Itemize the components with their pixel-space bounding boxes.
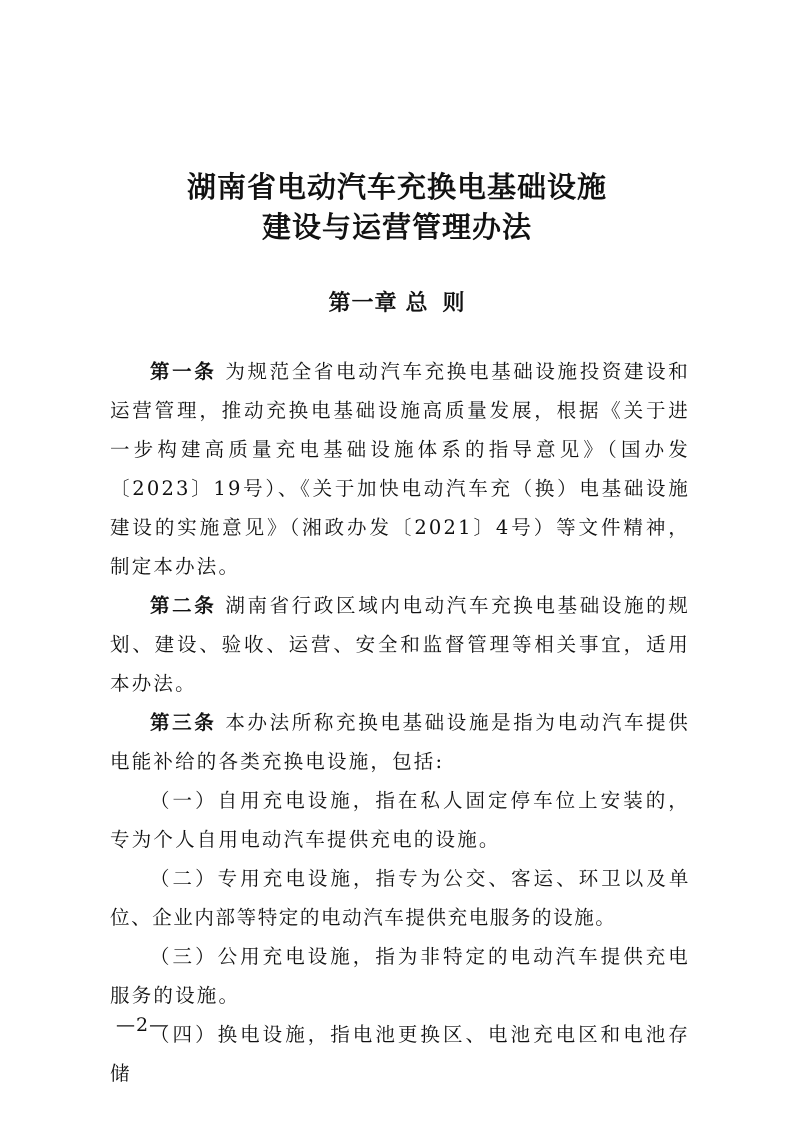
chapter-number: 第一章: [328, 290, 398, 316]
list-item: （一）自用充电设施，指在私人固定停车位上安装的，专为个人自用电动汽车提供充电的设施。: [110, 789, 690, 851]
list-item: （二）专用充电设施，指专为公交、客运、环卫以及单位、企业内部等特定的电动汽车提供充电服务的设施。: [110, 867, 690, 929]
article-text: 本办法所称充换电基础设施是指为电动汽车提供电能补给的各类充换电设施，包括:: [110, 711, 690, 773]
article-label: 第二条: [150, 594, 217, 617]
page-number: —2—: [116, 1014, 170, 1036]
article-2: [110, 586, 690, 703]
article-label: 第一条: [150, 360, 217, 383]
article-3: [110, 703, 690, 781]
article-1: [110, 352, 690, 586]
chapter-title-part-2: 则: [442, 290, 466, 316]
document-title-line-2: 建设与运营管理办法: [261, 210, 532, 244]
article-text: 为规范全省电动汽车充换电基础设施投资建设和运营管理，推动充换电基础设施高质量发展，根据《关于进一步构建高质量充电基础设施体系的指导意见》（国办发〔2023〕19号）、《关于加快电动汽车充（换）电基础设施建设的实施意见》（湘政办发〔2021〕4号）等文件精神，制定本办法。: [110, 360, 690, 578]
article-label: 第三条: [150, 711, 217, 734]
chapter-heading: [0, 286, 794, 317]
chapter-title-part-1: 总: [405, 290, 429, 316]
document-title-line-1: 湖南省电动汽车充换电基础设施: [186, 170, 607, 204]
list-item: （三）公用充电设施，指为非特定的电动汽车提供充电服务的设施。: [110, 945, 690, 1007]
article-text: 湖南省行政区域内电动汽车充换电基础设施的规划、建设、验收、运营、安全和监督管理等相关事宜，适用本办法。: [110, 594, 690, 695]
list-item: （四）换电设施，指电池更换区、电池充电区和电池存储: [110, 1023, 690, 1085]
document-body: [110, 352, 690, 1093]
